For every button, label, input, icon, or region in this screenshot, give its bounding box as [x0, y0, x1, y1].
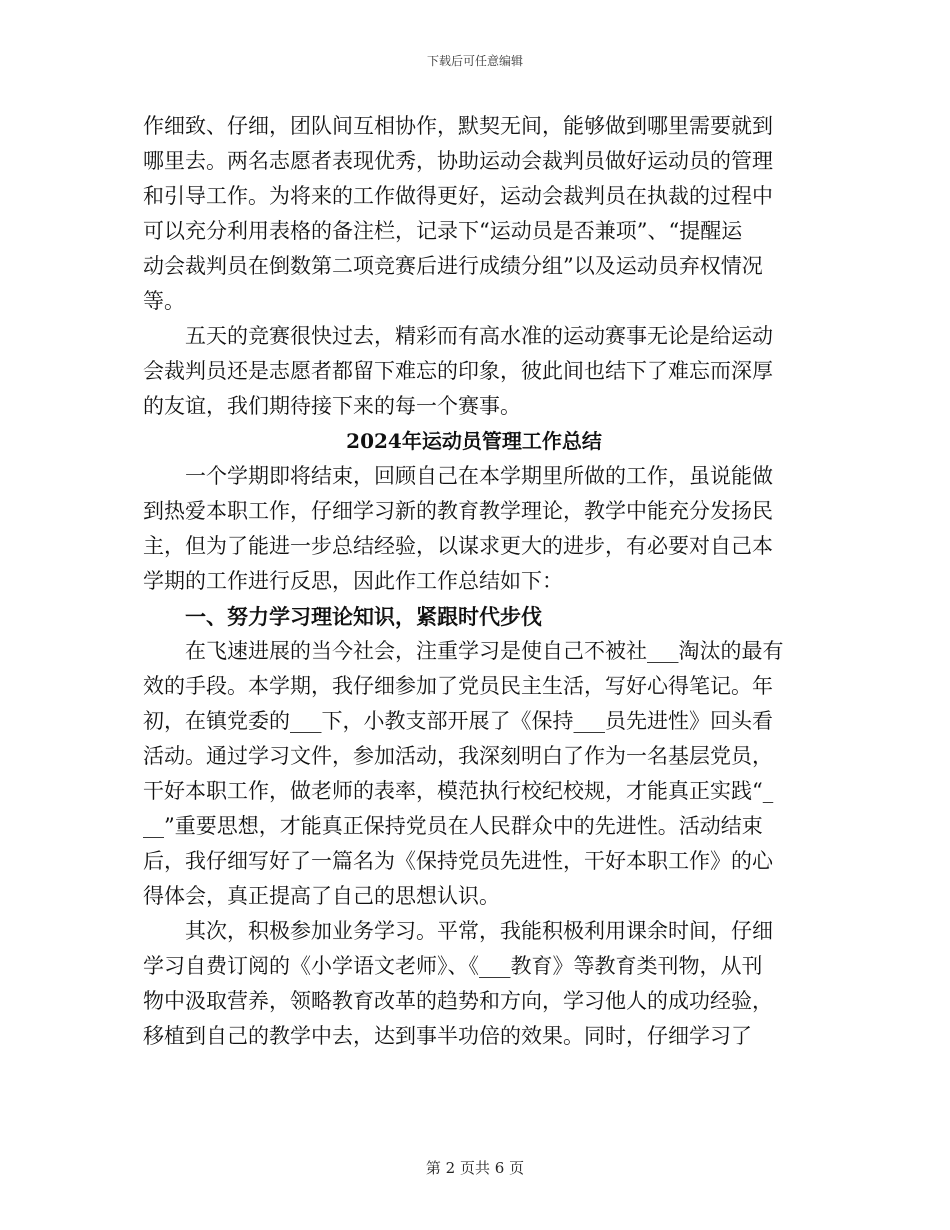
text-line: 作细致、仔细，团队间互相协作，默契无间，能够做到哪里需要就到: [143, 114, 773, 138]
text-line: 干好本职工作，做老师的表率，模范执行校纪校规，才能真正实践“_: [143, 779, 774, 803]
text-line: 初，在镇党委的___下，小教支部开展了《保持___员先进性》回头看: [143, 709, 773, 733]
section-title: 2024年运动员管理工作总结: [346, 429, 602, 453]
text-line: 后，我仔细写好了一篇名为《保持党员先进性，干好本职工作》的心: [143, 849, 773, 873]
text-line: 五天的竞赛很快过去，精彩而有高水准的运动赛事无论是给运动: [143, 324, 773, 348]
page-header: 下载后可任意编辑: [426, 54, 523, 68]
text-line: 一个学期即将结束，回顾自己在本学期里所做的工作，虽说能做: [143, 464, 773, 488]
text-line: 会裁判员还是志愿者都留下难忘的印象，彼此间也结下了难忘而深厚: [143, 359, 773, 383]
text-line: 学期的工作进行反思，因此作工作总结如下：: [143, 569, 563, 593]
text-line: 其次，积极参加业务学习。平常，我能积极利用课余时间，仔细: [143, 919, 773, 943]
text-line: 可以充分利用表格的备注栏，记录下“运动员是否兼项”、“提醒运: [143, 219, 743, 243]
text-line: 在飞速进展的当今社会，注重学习是使自己不被社___淘汰的最有: [143, 639, 784, 663]
text-line: 主，但为了能进一步总结经验，以谋求更大的进步，有必要对自己本: [143, 534, 773, 558]
document-body: [143, 109, 805, 1054]
text-line: 等。: [143, 289, 185, 313]
text-line: 物中汲取营养，领略教育改革的趋势和方向，学习他人的成功经验，: [143, 989, 773, 1013]
text-line: __”重要思想，才能真正保持党员在人民群众中的先进性。活动结束: [143, 814, 763, 838]
text-line: 活动。通过学习文件，参加活动，我深刻明白了作为一名基层党员，: [143, 744, 773, 768]
text-line: 哪里去。两名志愿者表现优秀，协助运动会裁判员做好运动员的管理: [143, 149, 773, 173]
text-line: 的友谊，我们期待接下来的每一个赛事。: [143, 394, 521, 418]
subsection-heading: 一、努力学习理论知识，紧跟时代步伐: [143, 604, 542, 629]
page-footer: 第 2 页共 6 页: [425, 1159, 525, 1177]
text-line: 得体会，真正提高了自己的思想认识。: [143, 884, 500, 908]
text-line: 到热爱本职工作，仔细学习新的教育教学理论，教学中能充分发扬民: [143, 499, 773, 523]
text-line: 学习自费订阅的《小学语文老师》、《___教育》等教育类刊物，从刊: [143, 954, 763, 978]
text-line: 移植到自己的教学中去，达到事半功倍的效果。同时，仔细学习了: [143, 1024, 752, 1048]
text-line: 动会裁判员在倒数第二项竞赛后进行成绩分组”以及运动员弃权情况: [143, 254, 763, 278]
text-line: 和引导工作。为将来的工作做得更好，运动会裁判员在执裁的过程中: [143, 184, 773, 208]
text-line: 效的手段。本学期，我仔细参加了党员民主生活，写好心得笔记。年: [143, 674, 773, 698]
